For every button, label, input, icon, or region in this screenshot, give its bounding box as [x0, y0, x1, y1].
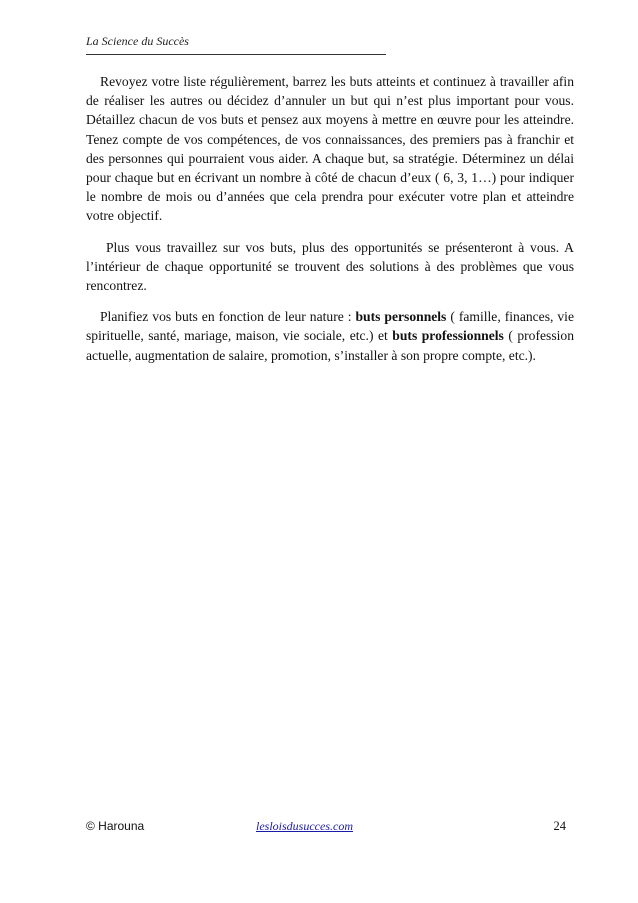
paragraph-3-text-b: ( famille, finances, vie spirituelle, santé, mariage, maison, vie sociale, etc.) et	[86, 309, 574, 344]
page-number: 24	[553, 819, 566, 833]
header-rule	[86, 54, 386, 55]
running-header: La Science du Succès	[86, 34, 189, 48]
paragraph-3-text-c: ( profession actuelle, augmentation de salaire, promotion, s’installer à son propre compte, etc.).	[86, 328, 574, 363]
paragraph-2: Plus vous travaillez sur vos buts, plus des opportunités se présenteront à vous. A l’intérieur de chaque opportunité se trouvent des solutions à des problèmes que vous rencontrez.	[86, 239, 574, 294]
paragraph-1: Revoyez votre liste régulièrement, barrez les buts atteints et continuez à travailler afin de réaliser les autres ou décidez d’annuler un but qui n’est plus important pour vous. Détaillez chacun de vos buts et pensez aux moyens à mettre en œuvre pour les atteindre. Tenez compte de vos compétences, de vos connaissances, des premiers pas à franchir et des personnes qui pourraient vous aider. A chaque but, sa stratégie. Déterminez un délai pour chaque but en écrivant un nombre à côté de chacun d’eux ( 6, 3, 1…) pour indiquer le nombre de mois ou d’années que cela prendra pour exécuter votre plan et atteindre votre objectif.	[86, 74, 574, 224]
page-footer	[86, 819, 566, 837]
paragraph-3-text-a: Planifiez vos buts en fonction de leur nature :	[100, 309, 356, 325]
body-text	[86, 72, 574, 377]
bold-buts-personnels: buts personnels	[355, 309, 447, 325]
bold-buts-professionnels: buts professionnels	[392, 328, 504, 344]
footer-website-link[interactable]: lesloisdusucces.com	[256, 819, 353, 833]
paragraph-3	[86, 307, 574, 365]
footer-author: © Harouna	[86, 819, 145, 833]
